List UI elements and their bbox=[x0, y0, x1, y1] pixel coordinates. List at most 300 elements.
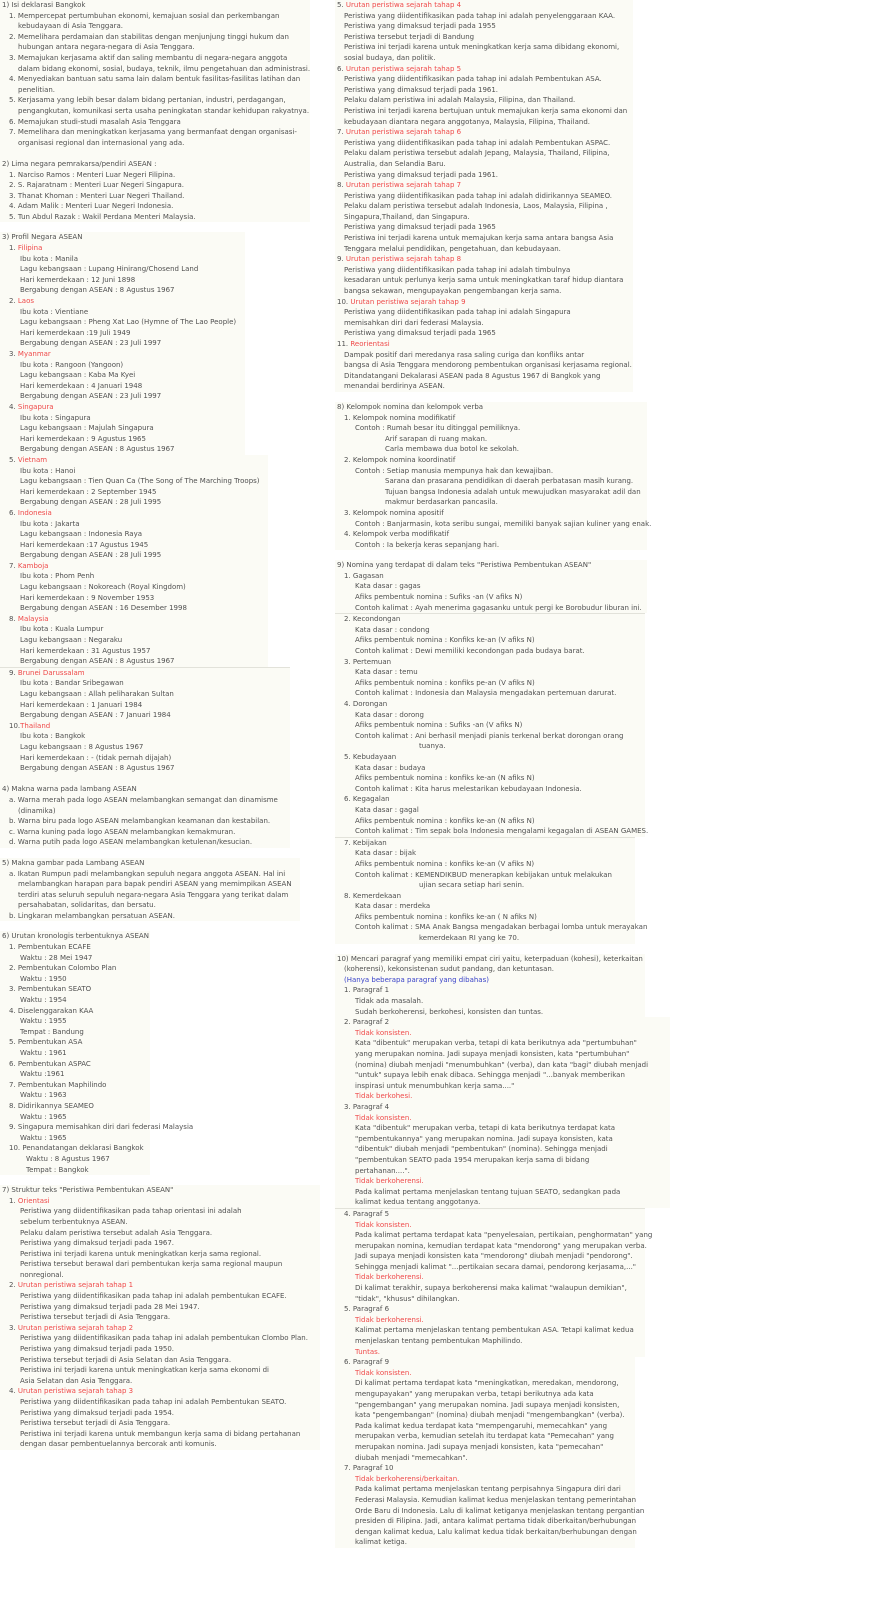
text-line bbox=[0, 603, 268, 614]
text-line bbox=[335, 21, 633, 32]
line-text: Hari kemerdekaan :19 Juli 1949 bbox=[20, 328, 131, 337]
line-text: penelitian. bbox=[18, 85, 56, 94]
line-text: 3. bbox=[9, 350, 18, 358]
line-text: Contoh : Setiap manusia mempunya hak dan kewajiban. bbox=[355, 466, 554, 475]
line-text: Lagu kebangsaan : Allah peliharakan Sultan bbox=[20, 690, 174, 698]
text-line bbox=[335, 508, 647, 519]
text-line bbox=[335, 1463, 635, 1474]
highlight-text: Tidak berkoherensi. bbox=[355, 1273, 424, 1282]
line-text: Kata "dibentuk" merupakan verba, tetapi di kata berikutnya ada "pertumbuhan" bbox=[355, 1039, 637, 1048]
line-text: Waktu : 1954 bbox=[20, 996, 67, 1005]
text-line bbox=[0, 561, 268, 572]
highlight-text: Vietnam bbox=[17, 455, 48, 464]
line-text: Peristiwa ini terjadi karena untuk meningkatkan kerja sama ekonomi di bbox=[20, 1366, 269, 1375]
text-line bbox=[335, 286, 633, 297]
text-line bbox=[0, 254, 245, 265]
highlight-text: Tidak konsisten. bbox=[355, 1028, 412, 1037]
text-line bbox=[335, 1262, 645, 1273]
text-line bbox=[335, 1484, 635, 1495]
text-line bbox=[335, 371, 633, 382]
line-text: Bergabung dengan ASEAN : 16 Desember 1998 bbox=[20, 604, 187, 613]
text-line bbox=[335, 1347, 645, 1358]
text-line bbox=[335, 1283, 645, 1294]
text-line bbox=[335, 1527, 635, 1538]
line-text: Asia Selatan dan Asia Tenggara. bbox=[20, 1376, 133, 1385]
line-text: (koherensi), kekonsistenan sudut pandang, dan ketuntasan. bbox=[344, 965, 555, 974]
text-line bbox=[335, 413, 647, 424]
line-text: Hari kemerdekaan : 31 Agustus 1957 bbox=[20, 646, 151, 655]
text-line bbox=[335, 11, 633, 22]
line-text: Peristiwa yang diidentifikasikan pada tahap ini adalah pembentukan Clombo Plan. bbox=[20, 1334, 308, 1343]
line-text: Afiks pembentuk nomina : konfiks ke-an (N afiks N) bbox=[355, 816, 535, 825]
line-text: 5. Tun Abdul Razak : Wakil Perdana Menteri Malaysia. bbox=[9, 212, 196, 221]
text-line bbox=[0, 0, 310, 11]
line-text: Bergabung dengan ASEAN : 28 Juli 1995 bbox=[20, 498, 162, 507]
text-line bbox=[0, 1059, 150, 1070]
line-text: 7) Struktur teks "Peristiwa Pembentukan ASEAN" bbox=[2, 1186, 174, 1195]
text-line bbox=[335, 614, 645, 625]
text-line bbox=[0, 1228, 320, 1239]
line-text: Peristiwa ini terjadi karena untuk membangun kerja sama di bidang pertahanan bbox=[20, 1429, 301, 1438]
line-text: Kata dasar : gagas bbox=[355, 582, 421, 591]
text-line bbox=[335, 1400, 635, 1411]
text-line bbox=[335, 85, 633, 96]
text-line bbox=[0, 391, 245, 402]
line-text: 7. Kebijakan bbox=[344, 838, 387, 847]
line-text: 4. Dorongan bbox=[344, 700, 388, 708]
line-text: Australia, dan Selandia Baru. bbox=[344, 159, 446, 168]
text-line bbox=[0, 508, 268, 519]
text-line bbox=[0, 138, 310, 149]
line-text: Peristiwa yang diidentifikasikan pada tahap ini adalah Pembentukan ASPAC. bbox=[344, 138, 611, 147]
text-line bbox=[335, 646, 645, 657]
text-line bbox=[335, 838, 635, 849]
text-line bbox=[335, 752, 645, 763]
text-line bbox=[335, 1070, 670, 1081]
text-line bbox=[0, 837, 290, 848]
line-text: 10. bbox=[9, 721, 21, 730]
line-text: 5. bbox=[337, 1, 346, 9]
text-block bbox=[0, 667, 290, 848]
line-text: mengupayakan" yang merupakan verba, tetapi berikutnya ada kata bbox=[355, 1390, 594, 1398]
text-line bbox=[335, 1294, 645, 1305]
text-line bbox=[335, 444, 647, 455]
line-text: Bergabung dengan ASEAN : 28 Juli 1995 bbox=[20, 551, 162, 560]
line-text: 6) Urutan kronologis terbentuknya ASEAN bbox=[2, 932, 149, 941]
text-line bbox=[0, 668, 290, 679]
text-line bbox=[0, 1048, 150, 1059]
text-line bbox=[0, 264, 245, 275]
text-line bbox=[335, 1516, 635, 1527]
line-text: b. Lingkaran melambangkan persatuan ASEAN. bbox=[9, 911, 175, 920]
text-line bbox=[0, 582, 268, 593]
text-line bbox=[335, 233, 633, 244]
highlight-text: Laos bbox=[17, 297, 35, 306]
line-text: Afiks pembentuk nomina : konfiks ke-an ( N afiks N) bbox=[355, 912, 537, 921]
highlight-text: Tidak berkoherensi. bbox=[355, 1177, 424, 1186]
line-text: Waktu : 28 Mei 1947 bbox=[20, 953, 93, 962]
line-text: Contoh kalimat : Indonesia dan Malaysia mengadakan pertemuan darurat. bbox=[355, 689, 617, 698]
line-text: Pada kalimat pertama menjelaskan tentang tujuan SEATO, sedangkan pada bbox=[355, 1187, 621, 1196]
text-line bbox=[335, 487, 647, 498]
text-line bbox=[335, 1410, 635, 1421]
line-text: 4. Paragraf 5 bbox=[344, 1209, 390, 1218]
text-line bbox=[335, 117, 633, 128]
line-text: Afiks pembentuk nomina : konfiks pe-an (V afiks N) bbox=[355, 678, 535, 687]
line-text: Bergabung dengan ASEAN : 8 Agustus 1967 bbox=[20, 764, 175, 773]
text-line bbox=[0, 890, 300, 901]
line-text: Federasi Malaysia. Kemudian kalimat kedua menjelaskan tentang pemerintahan bbox=[355, 1495, 637, 1504]
text-line bbox=[335, 148, 633, 159]
text-block bbox=[335, 954, 645, 1018]
line-text: Waktu : 1950 bbox=[20, 974, 67, 983]
line-text: Peristiwa yang diidentifikasikan pada tahap ini adalah Pembentukan ASA. bbox=[344, 75, 602, 84]
line-text: Lagu kebangsaan : Negaraku bbox=[20, 636, 123, 645]
text-line bbox=[0, 21, 310, 32]
text-line bbox=[0, 879, 300, 890]
line-text: 11. bbox=[337, 340, 351, 348]
line-text: Contoh kalimat : Kita harus melestarikan kebudayaan Indonesia. bbox=[355, 784, 582, 793]
line-text: 6. Pembentukan ASPAC bbox=[9, 1059, 91, 1068]
line-text: "dibentuk" diubah menjadi "pembentukan" (nomina). Sehingga menjadi bbox=[355, 1145, 608, 1154]
line-text: 3. Pembentukan SEATO bbox=[9, 985, 92, 994]
text-line bbox=[0, 1016, 150, 1027]
text-line bbox=[335, 1378, 635, 1389]
block-gap bbox=[0, 222, 320, 232]
line-text: 1. Paragraf 1 bbox=[344, 986, 390, 995]
line-text: 9. bbox=[9, 668, 18, 677]
text-line bbox=[335, 964, 645, 975]
text-line bbox=[0, 1090, 150, 1101]
text-block bbox=[335, 1357, 645, 1548]
text-line bbox=[0, 700, 290, 711]
text-line bbox=[0, 911, 300, 922]
text-line bbox=[0, 571, 268, 582]
text-line bbox=[0, 1143, 150, 1154]
text-line bbox=[335, 1209, 645, 1220]
highlight-text: Urutan peristiwa sejarah tahap 9 bbox=[350, 297, 466, 306]
text-line bbox=[0, 1397, 320, 1408]
line-text: 2. S. Rajaratnam : Menteri Luar Negeri Singapura. bbox=[9, 181, 184, 190]
text-line bbox=[335, 603, 647, 614]
text-line bbox=[335, 127, 633, 138]
line-text: 3. bbox=[9, 1323, 18, 1332]
line-text: Sarana dan prasarana pendidikan di daerah perbatasan masih kurang. bbox=[385, 477, 634, 486]
line-text: Di kalimat terakhir, supaya berkoherensi maka kalimat "walaupun demikian", bbox=[355, 1284, 627, 1293]
line-text: Ibu kota : Rangoon (Yangoon) bbox=[20, 360, 124, 369]
text-block bbox=[0, 455, 268, 667]
line-text: Contoh kalimat : Ayah menerima gagasanku untuk pergi ke Borobudur liburan ini. bbox=[355, 603, 642, 612]
line-text: Ibu kota : Bangkok bbox=[20, 732, 86, 741]
line-text: Pelaku dalam peristiwa tersebut adalah Asia Tenggara. bbox=[20, 1228, 213, 1237]
line-text: Kata dasar : condong bbox=[355, 625, 430, 634]
highlight-text: Singapura bbox=[17, 402, 54, 411]
text-block bbox=[0, 858, 300, 922]
line-text: kalimat ketiga. bbox=[355, 1538, 407, 1547]
line-text: Lagu kebangsaan : Indonesia Raya bbox=[20, 530, 142, 539]
text-line bbox=[0, 795, 290, 806]
line-text: 6. Kegagalan bbox=[344, 795, 390, 804]
highlight-text: Urutan peristiwa sejarah tahap 4 bbox=[345, 1, 462, 9]
text-line bbox=[0, 1365, 320, 1376]
text-line bbox=[335, 350, 633, 361]
text-line bbox=[335, 1304, 645, 1315]
text-line bbox=[0, 381, 245, 392]
text-block bbox=[335, 0, 633, 392]
text-line bbox=[0, 1270, 320, 1281]
line-text: Contoh : Rumah besar itu ditinggal pemiliknya. bbox=[355, 424, 521, 433]
line-text: Waktu :1961 bbox=[20, 1070, 65, 1079]
text-line bbox=[335, 581, 647, 592]
line-text: Kata "dibentuk" merupakan verba, tetapi di kata berikutnya terdapat kata bbox=[355, 1124, 616, 1133]
text-line bbox=[0, 635, 268, 646]
text-line bbox=[335, 805, 645, 816]
highlight-text: Urutan peristiwa sejarah tahap 8 bbox=[345, 255, 462, 264]
block-gap bbox=[0, 921, 320, 931]
line-text: 3) Profil Negara ASEAN bbox=[2, 233, 83, 242]
text-line bbox=[0, 476, 268, 487]
text-line bbox=[335, 826, 649, 837]
text-line bbox=[0, 1333, 320, 1344]
line-text: 5. Paragraf 6 bbox=[344, 1305, 390, 1314]
text-line bbox=[0, 1291, 320, 1302]
text-line bbox=[0, 656, 268, 667]
text-line bbox=[335, 74, 633, 85]
line-text: diubah menjadi "memecahkan". bbox=[355, 1453, 468, 1462]
text-line bbox=[335, 466, 647, 477]
line-text: 8. Kemerdekaan bbox=[344, 891, 402, 900]
line-text: b. Warna biru pada logo ASEAN melambangkan keamanan dan kestabilan. bbox=[9, 817, 271, 826]
line-text: 5) Makna gambar pada Lambang ASEAN bbox=[2, 858, 145, 867]
text-line bbox=[0, 900, 300, 911]
line-text: Contoh : Banjarmasin, kota seribu sungai, memiliki banyak sajian kuliner yang enak. bbox=[355, 519, 652, 528]
text-line bbox=[0, 519, 268, 530]
line-text: Lagu kebangsaan : 8 Agustus 1967 bbox=[20, 742, 144, 751]
line-text: "pembentukannya" yang merupakan nomina. Jadi supaya konsisten, kata bbox=[355, 1134, 613, 1143]
text-line bbox=[0, 201, 310, 212]
block-gap bbox=[335, 944, 670, 954]
text-line bbox=[0, 614, 268, 625]
text-line bbox=[335, 434, 647, 445]
line-text: Afiks pembentuk nomina : Konfiks ke-an (V afiks N) bbox=[355, 636, 535, 645]
line-text: Ibu kota : Hanoi bbox=[20, 466, 76, 475]
text-line bbox=[335, 975, 645, 986]
text-line bbox=[0, 466, 268, 477]
text-line bbox=[0, 858, 300, 869]
line-text: presiden di Filipina. Jadi, antara kalimat pertama tidak diberkaitan/berhubungan bbox=[355, 1517, 637, 1526]
text-line bbox=[335, 138, 633, 149]
text-line bbox=[0, 593, 268, 604]
text-line bbox=[335, 1474, 635, 1485]
text-line bbox=[0, 1069, 150, 1080]
text-line bbox=[0, 212, 310, 223]
line-text: Lagu kebangsaan : Pheng Xat Lao (Hymne of The Lao People) bbox=[20, 318, 237, 327]
line-text: 7. bbox=[9, 561, 18, 570]
line-text: Peristiwa yang diidentifikasikan pada tahap orientasi ini adalah bbox=[20, 1207, 242, 1216]
line-text: Kata dasar : merdeka bbox=[355, 902, 431, 911]
line-text: Peristiwa ini terjadi karena untuk memajukan kerja sama antara bangsa Asia bbox=[344, 234, 614, 243]
line-text: Sehingga menjadi kalimat "...pertikaian secara damai, pendorong kerjasama,..." bbox=[355, 1262, 637, 1271]
line-text: Kata dasar : bijak bbox=[355, 849, 417, 858]
line-text: (nomina) diubah menjadi "menumbuhkan" (verba), dan kata "bagi" diubah menjadi bbox=[355, 1060, 649, 1069]
line-text: Waktu : 8 Agustus 1967 bbox=[26, 1154, 110, 1163]
line-text: kesadaran untuk perlunya kerja sama untuk meningkatkan taraf hidup diantara bbox=[344, 276, 624, 285]
text-line bbox=[335, 360, 633, 371]
text-line bbox=[335, 455, 647, 466]
text-line bbox=[335, 519, 652, 530]
line-text: 1. Gagasan bbox=[344, 571, 384, 580]
text-line bbox=[0, 455, 268, 466]
line-text: dengan dasar pembentuelannya bercorak anti komunis. bbox=[20, 1440, 217, 1449]
text-line bbox=[335, 32, 633, 43]
text-line bbox=[0, 1101, 150, 1112]
text-line bbox=[0, 402, 245, 413]
line-text: merupakan verba, kemudian setelah itu terdapat kata "Pemecahan" yang bbox=[355, 1432, 614, 1441]
line-text: Lagu kebangsaan : Majulah Singapura bbox=[20, 424, 154, 433]
text-line bbox=[0, 1185, 320, 1196]
line-text: merupakan nomina, kemudian terdapat kata "mendorong" yang merupakan verba. bbox=[355, 1241, 647, 1250]
text-line bbox=[335, 1506, 645, 1517]
text-line bbox=[335, 1060, 670, 1071]
text-line bbox=[335, 1017, 670, 1028]
text-line bbox=[335, 1315, 645, 1326]
text-line bbox=[335, 318, 633, 329]
text-line bbox=[335, 1007, 645, 1018]
line-text: Peristiwa yang diidentifikasikan pada tahap ini adalah didirikannya SEAMEO. bbox=[344, 191, 613, 200]
line-text: Hari kemerdekaan : 12 Juni 1898 bbox=[20, 275, 136, 284]
line-text: kata "pengembangan" (nomina) diubah menjadi "mengembangkan" (verba). bbox=[355, 1411, 625, 1420]
line-text: Contoh : Ia bekerja keras sepanjang hari. bbox=[355, 540, 500, 549]
text-line bbox=[335, 1113, 670, 1124]
text-line bbox=[335, 159, 633, 170]
line-text: 2. bbox=[9, 297, 18, 306]
line-text: "pengembangan" yang merupakan nomina. Jadi supaya menjadi konsisten, bbox=[355, 1400, 620, 1409]
text-line bbox=[0, 232, 245, 243]
text-line bbox=[335, 720, 645, 731]
line-text: 1. Narciso Ramos : Menteri Luar Negeri Filipina. bbox=[9, 170, 176, 179]
line-text: 6. Paragraf 9 bbox=[344, 1358, 390, 1367]
line-text: Hari kemerdekaan : 2 September 1945 bbox=[20, 487, 157, 496]
text-line bbox=[0, 1112, 150, 1123]
text-line bbox=[335, 307, 633, 318]
text-line bbox=[335, 1325, 645, 1336]
text-line bbox=[0, 1312, 320, 1323]
text-line bbox=[335, 201, 633, 212]
line-text: 6. Memajukan studi-studi masalah Asia Tenggara bbox=[9, 117, 181, 126]
line-text: Arif sarapan di ruang makan. bbox=[385, 434, 488, 443]
text-line bbox=[0, 243, 245, 254]
highlight-text: Urutan peristiwa sejarah tahap 6 bbox=[345, 128, 462, 137]
text-line bbox=[0, 423, 245, 434]
block-gap bbox=[0, 848, 320, 858]
text-line bbox=[0, 1249, 320, 1260]
line-text: 10. Penandatangan deklarasi Bangkok bbox=[9, 1144, 144, 1153]
text-line bbox=[335, 1368, 635, 1379]
text-line bbox=[335, 191, 633, 202]
line-text: Jadi supaya menjadi konsisten kata "mendorong" diubah menjadi "pendorong". bbox=[355, 1252, 633, 1261]
line-text: Hari kemerdekaan : 4 Januari 1948 bbox=[20, 381, 143, 390]
text-line bbox=[335, 106, 633, 117]
text-line bbox=[335, 784, 645, 795]
text-line bbox=[0, 1355, 320, 1366]
highlight-text: Myanmar bbox=[17, 350, 51, 358]
line-text: Dampak positif dari meredanya rasa saling curiga dan konfliks antar bbox=[344, 350, 585, 359]
text-line bbox=[0, 710, 290, 721]
line-text: melambangkan harapan para bapak pendiri ASEAN yang memimpikan ASEAN bbox=[18, 880, 292, 889]
line-text: Hari kemerdekaan : 9 Agustus 1965 bbox=[20, 434, 146, 443]
text-line bbox=[335, 933, 635, 944]
line-text: nonregional. bbox=[20, 1270, 64, 1279]
line-text: 7. Pembentukan Maphilindo bbox=[9, 1080, 107, 1089]
line-text: Tujuan bangsa Indonesia adalah untuk mewujudkan masyarakat adil dan bbox=[385, 487, 641, 496]
text-line bbox=[0, 931, 150, 942]
line-text: Ibu kota : Manila bbox=[20, 254, 79, 263]
note-text: (Hanya beberapa paragraf yang dibahas) bbox=[344, 975, 489, 984]
line-text: Contoh kalimat : Ani berhasil menjadi pianis terkenal berkat dorongan orang bbox=[355, 731, 624, 740]
text-line bbox=[0, 963, 150, 974]
text-line bbox=[0, 984, 150, 995]
text-line bbox=[335, 699, 645, 710]
line-text: 2. Memelihara perdamaian dan stabilitas dengan menjunjung tinggi hukum dan bbox=[9, 32, 289, 41]
text-line bbox=[0, 753, 290, 764]
line-text: terdiri atas seluruh sepuluh negara-negara Asia Tenggara yang terikat dalam bbox=[18, 890, 289, 899]
highlight-text: Urutan peristiwa sejarah tahap 7 bbox=[345, 181, 462, 190]
line-text: Tempat : Bangkok bbox=[26, 1165, 89, 1174]
block-gap bbox=[0, 1175, 320, 1185]
highlight-text: Urutan peristiwa sejarah tahap 1 bbox=[17, 1281, 134, 1290]
line-text: Contoh kalimat : Tim sepak bola Indonesia mengalami kegagalan di ASEAN GAMES. bbox=[355, 827, 649, 836]
text-line bbox=[0, 85, 310, 96]
text-line bbox=[0, 349, 245, 360]
line-text: 3. Memajukan kerjasama aktif dan saling membantu di negara-negara anggota bbox=[9, 53, 288, 62]
text-line bbox=[0, 191, 310, 202]
line-text: Peristiwa tersebut terjadi di Asia Selatan dan Asia Tenggara. bbox=[20, 1355, 232, 1364]
line-text: Peristiwa yang dimaksud terjadi pada 1967. bbox=[20, 1239, 175, 1248]
text-line bbox=[335, 180, 633, 191]
text-line bbox=[335, 1453, 635, 1464]
line-text: menjelaskan tentang pembentukan Maphilindo. bbox=[355, 1337, 523, 1346]
text-line bbox=[335, 816, 645, 827]
line-text: 1. Kelompok nomina modifikatif bbox=[344, 413, 456, 422]
text-block bbox=[335, 1208, 653, 1357]
line-text: 8. bbox=[337, 181, 346, 190]
text-line bbox=[0, 307, 245, 318]
text-line bbox=[335, 1357, 635, 1368]
text-line bbox=[0, 1165, 150, 1176]
right-column bbox=[335, 0, 670, 1548]
text-line bbox=[0, 360, 245, 371]
line-text: Tenggara melalui pendidikan, pengetahuan, dan kebudayaan. bbox=[344, 244, 561, 253]
line-text: Peristiwa tersebut terjadi di Asia Tenggara. bbox=[20, 1419, 171, 1428]
text-line bbox=[0, 1418, 320, 1429]
line-text: Afiks pembentuk nomina : Sufiks -an (V afiks N) bbox=[355, 721, 523, 730]
text-line bbox=[335, 1389, 635, 1400]
line-text: pertahanan....". bbox=[355, 1166, 410, 1175]
text-line bbox=[335, 64, 633, 75]
text-block bbox=[335, 1017, 670, 1208]
text-line bbox=[335, 1123, 670, 1134]
line-text: 2. Kecondongan bbox=[344, 615, 401, 624]
highlight-text: Urutan peristiwa sejarah tahap 3 bbox=[17, 1387, 134, 1396]
line-text: kalimat kedua tentang anggotanya. bbox=[355, 1198, 481, 1207]
line-text: Pelaku dalam peristiwa tersebut adalah Indonesia, Laos, Malaysia, Filipina , bbox=[344, 202, 608, 211]
block-gap bbox=[335, 550, 670, 560]
text-line bbox=[0, 827, 290, 838]
text-line bbox=[335, 1336, 645, 1347]
line-text: bangsa di Asia Tenggara mendorong pembentukan organisasi kerjasama regional. bbox=[344, 361, 632, 370]
text-line bbox=[335, 1537, 635, 1548]
line-text: 9) Nomina yang terdapat di dalam teks "Peristiwa Pembentukan ASEAN" bbox=[337, 561, 592, 570]
